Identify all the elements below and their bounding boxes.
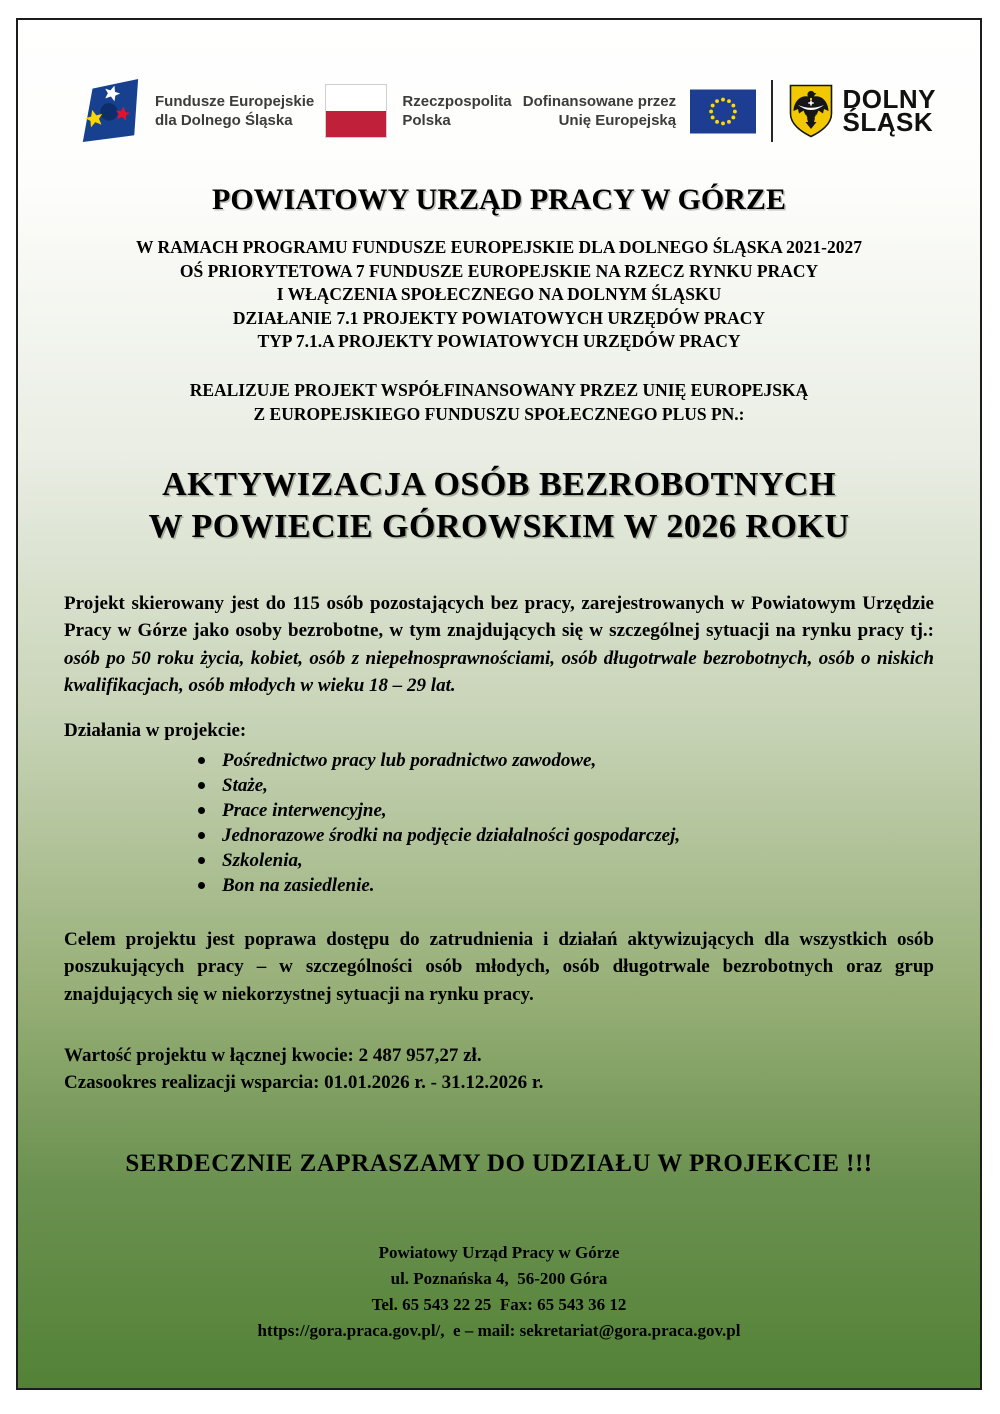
program-line: OŚ PRIORYTETOWA 7 FUNDUSZE EUROPEJSKIE NA RZECZ RYNKU PRACY: [179, 260, 819, 281]
poland-label-line2: Polska: [402, 112, 451, 129]
eu-funds-flag-icon: [76, 76, 142, 146]
logo-lower-silesia: [789, 83, 937, 139]
program-line: TYP 7.1.A PROJEKTY POWIATOWYCH URZĘDÓW PRACY: [257, 331, 741, 351]
contact-web-email: https://gora.praca.gov.pl/, e – mail: sekretariat@gora.praca.gov.pl: [257, 1321, 741, 1340]
eu-funds-label-line2: dla Dolnego Śląska: [155, 112, 293, 129]
poster-panel: [16, 18, 982, 1390]
activities-label: Działania w projekcie:: [64, 719, 247, 741]
activities-list: [18, 748, 934, 898]
activity-item: Jednorazowe środki na podjęcie działalności gospodarczej,: [196, 823, 934, 848]
project-period-line: Czasookres realizacji wsparcia: 01.01.2026 r. - 31.12.2026 r.: [64, 1072, 544, 1093]
intro-paragraph: [64, 590, 934, 700]
logos-divider: [771, 80, 773, 142]
program-line: W RAMACH PROGRAMU FUNDUSZE EUROPEJSKIE DLA DOLNEGO ŚLĄSKA 2021-2027: [136, 237, 862, 257]
eu-flag-icon: [690, 88, 756, 135]
invitation-line: SERDECZNIE ZAPRASZAMY DO UDZIAŁU W PROJEKCIE !!!: [125, 1150, 873, 1177]
cofinance-line: REALIZUJE PROJEKT WSPÓŁFINANSOWANY PRZEZ UNIĘ EUROPEJSKĄ: [189, 379, 809, 400]
eu-cofunding-label-line2: Unię Europejską: [558, 112, 677, 129]
eu-cofunding-label-line1: Dofinansowane przez: [522, 93, 677, 110]
activity-item: Prace interwencyjne,: [196, 798, 934, 823]
program-line: I WŁĄCZENIA SPOŁECZNEGO NA DOLNYM ŚLĄSKU: [276, 284, 722, 304]
cofinance-line: Z EUROPEJSKIEGO FUNDUSZU SPOŁECZNEGO PLUS PN.:: [253, 403, 745, 424]
eu-funds-label: [155, 92, 314, 130]
logo-eu-cofunding: [523, 88, 756, 135]
project-title-line2: W POWIECIE GÓROWSKIM W 2026 ROKU: [148, 507, 850, 545]
cofinance-block: [62, 378, 936, 426]
lower-silesia-crest-icon: [789, 83, 833, 139]
contact-phone-fax: Tel. 65 543 22 25 Fax: 65 543 36 12: [371, 1295, 627, 1314]
eu-cofunding-label: [523, 92, 676, 130]
project-value-line: Wartość projektu w łącznej kwocie: 2 487 957,27 zł.: [64, 1045, 482, 1066]
project-title: [62, 464, 936, 548]
intro-italic-text: osób po 50 roku życia, kobiet, osób z niepełnosprawnościami, osób długotrwale bezrobotnych, osób o niskich kwalifikacjach, osób młodych w wieku 18 – 29 lat.: [64, 647, 934, 696]
eu-funds-label-line1: Fundusze Europejskie: [155, 93, 315, 110]
poland-flag-icon: [325, 84, 387, 138]
goal-paragraph: Celem projektu jest poprawa dostępu do zatrudnienia i działań aktywizujących dla wszystkich osób poszukujących pracy – w szczególności osób młodych, osób długotrwale bezrobotnych oraz grup znajdujących się w niekorzystnej sytuacji na rynku pracy.: [64, 928, 934, 1005]
lower-silesia-label: [842, 84, 937, 137]
program-line: DZIAŁANIE 7.1 PROJEKTY POWIATOWYCH URZĘDÓW PRACY: [232, 307, 766, 328]
lower-silesia-label-line1: DOLNY: [842, 84, 936, 114]
lower-silesia-label-line2: ŚLĄSK: [842, 107, 934, 137]
project-title-line1: AKTYWIZACJA OSÓB BEZROBOTNYCH: [162, 465, 836, 503]
logo-poland: [325, 84, 511, 138]
activity-item: Szkolenia,: [196, 848, 934, 873]
contact-address: ul. Poznańska 4, 56-200 Góra: [390, 1269, 608, 1288]
contact-name: Powiatowy Urząd Pracy w Górze: [378, 1243, 620, 1262]
poland-label: [402, 92, 511, 130]
program-block: [48, 236, 950, 354]
project-values-block: [64, 1042, 934, 1096]
poland-label-line1: Rzeczpospolita: [402, 93, 512, 110]
logo-european-funds: [76, 76, 314, 146]
page-title: POWIATOWY URZĄD PRACY W GÓRZE: [212, 183, 786, 216]
contact-block: [18, 1240, 980, 1344]
logos-row: [18, 20, 980, 146]
activity-item: Pośrednictwo pracy lub poradnictwo zawodowe,: [196, 748, 934, 773]
activity-item: Bon na zasiedlenie.: [196, 873, 934, 898]
intro-bold-text: Projekt skierowany jest do 115 osób pozostających bez pracy, zarejestrowanych w Powiatowym Urzędzie Pracy w Górze jako osoby bezrobotne, w tym znajdujących się w szczególnej sytuacji na rynku pracy tj.:: [64, 592, 934, 641]
activity-item: Staże,: [196, 773, 934, 798]
